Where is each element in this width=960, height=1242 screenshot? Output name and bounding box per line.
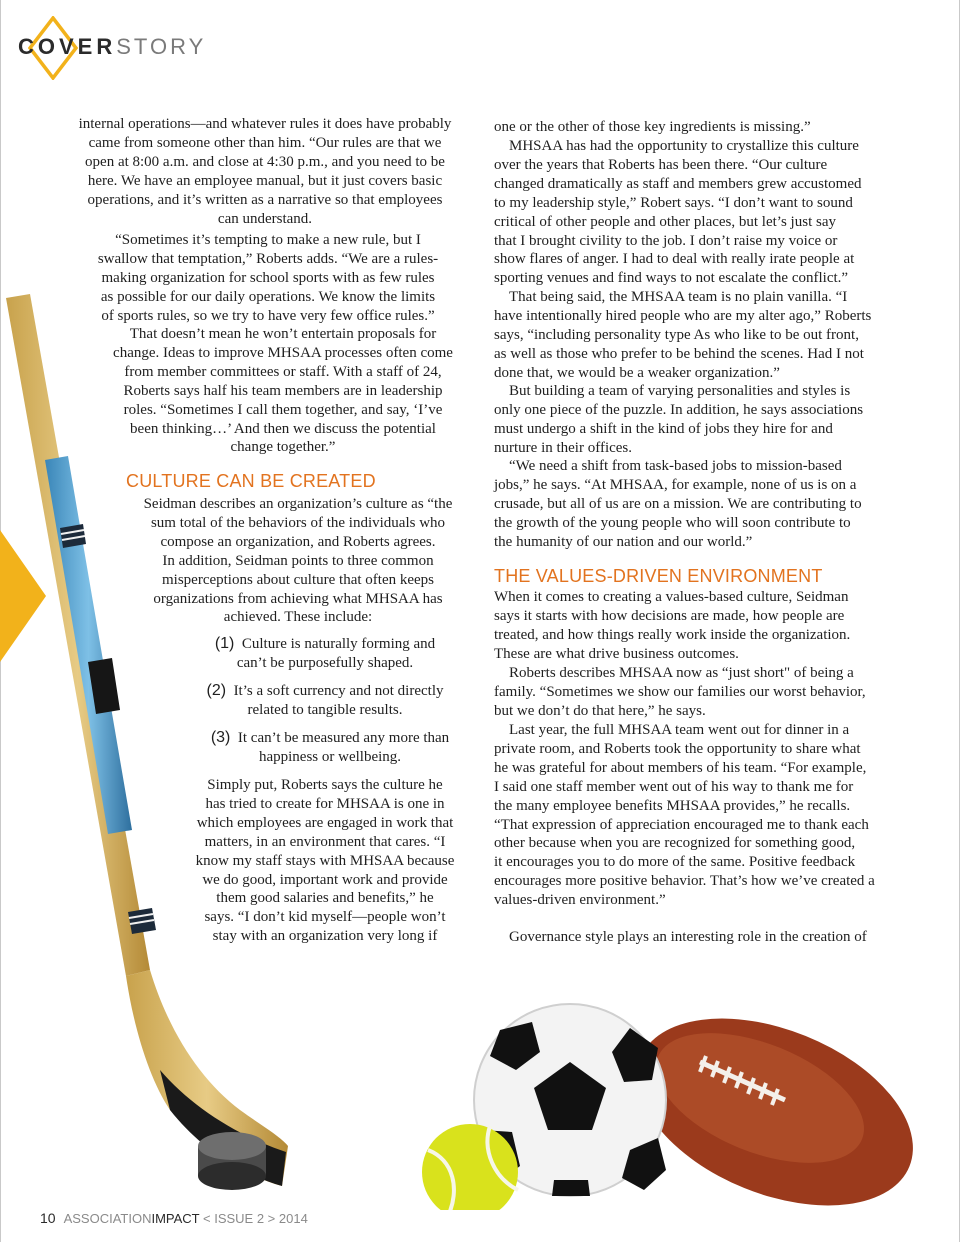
right-governance-paragraph [494, 928, 914, 947]
publication-name-bold: IMPACT [151, 1211, 200, 1226]
right-family-paragraph [494, 664, 914, 721]
list-text-2: related to tangible results. [247, 701, 403, 718]
right-building-team-paragraph [494, 382, 914, 458]
right-plain-vanilla-paragraph [494, 288, 914, 383]
right-building-team-text: But building a team of varying personalities and styles is only one piece of the puzzle. In addition, he says associations must undergo a shift in the kind of jobs they hire for and nurture in their offices. [494, 383, 864, 456]
list-item-2 [190, 682, 460, 720]
right-shift-text: “We need a shift from task-based jobs to mission-based jobs,” he says. “At MHSAA, for example, none of us is on a crusade, but all of us are on a mission. We are contributing to the growth of the young people who will soon contribute to the humanity of our nation and our world.” [494, 458, 862, 550]
list-text: It can’t be measured any more than [237, 730, 450, 746]
left-proposals-paragraph: That doesn’t mean he won’t entertain proposals for change. Ideas to improve MHSAA processes often come from member committees or staff. With a staff of 24, Roberts says half his team members are in leadership roles. “Sometimes I call them together, and say, ‘I’ve been thinking…’ And then we discuss the potential change together.” [113, 326, 453, 456]
sports-balls-illustration [420, 1000, 920, 1210]
list-text: It’s a soft currency and not directly [233, 683, 444, 699]
section-title [18, 34, 206, 60]
list-text: Culture is naturally forming and [241, 636, 436, 652]
issue-label: < ISSUE 2 > 2014 [203, 1211, 308, 1226]
list-item-1 [190, 635, 460, 673]
right-crystallize-paragraph [494, 137, 914, 288]
subhead-values-driven-environment: THE VALUES-DRIVEN ENVIRONMENT [494, 566, 823, 586]
right-plain-vanilla-text: That being said, the MHSAA team is no plain vanilla. “I have intentionally hired people who are my alter ago,” Roberts says, “including personality type As who like to be out front, as well as those who prefer to be behind the scenes. Had I not done that, we would be a weaker organization.” [494, 289, 872, 381]
right-crystallize-text: MHSAA has had the opportunity to crystallize this culture over the years that Roberts has been there. “Our culture changed dramatically as staff and members grew accustomed to my leadership style,” Robert says. “I don’t want to sound critical of other people and other places, but let’s just say that I brought civility to the job. I don’t raise my voice or show flares of anger. I had to deal with really irate people at sporting venues and find ways to not escalate the conflict.” [494, 138, 862, 287]
list-text-2: can’t be purposefully shaped. [236, 654, 414, 671]
list-number: (2) [206, 682, 227, 699]
right-governance-text: Governance style plays an interesting role in the creation of [509, 929, 867, 945]
right-shift-paragraph [494, 457, 914, 552]
list-number: (3) [210, 729, 231, 746]
left-quote-paragraph: “Sometimes it’s tempting to make a new rule, but I swallow that temptation,” Roberts adds. “We are a rules- making organization for school sports with as few rules as possible for our daily operations. We know the limits of sports rules, so we try to have very few office rules.” [97, 232, 439, 324]
left-simply-put-paragraph: Simply put, Roberts says the culture he has tried to create for MHSAA is one in which employees are engaged in work that matters, in an environment that cares. “I know my staff stays with MHSAA because we do good, important work and provide them good salaries and benefits,” he says. “I don’t kid myself—people won’t stay with an organization very long if [195, 777, 455, 945]
page-footer [40, 1210, 308, 1226]
page-number: 10 [40, 1210, 56, 1226]
list-item-3 [195, 729, 465, 767]
subhead-culture-can-be-created: CULTURE CAN BE CREATED [126, 471, 376, 491]
section-title-bold: COVER [18, 34, 117, 59]
publication-name-light: ASSOCIATION [63, 1211, 152, 1226]
list-number: (1) [214, 635, 235, 652]
right-opening-line: one or the other of those key ingredients is missing.” [494, 119, 811, 135]
right-dinner-text: Last year, the full MHSAA team went out for dinner in a private room, and Roberts took the opportunity to share what he was grateful for about members of his team. “For example, I said one staff member went out of his way to thank me for the many employee benefits MHSAA provides,” he recalls. “That expression of appreciation encouraged me to thank each other because when you are recognized for something good, it encourages you to do more of the same. Positive feedback encourages more positive behavior. That’s how we’ve created a values-driven environment.” [494, 722, 875, 909]
right-values-paragraph: When it comes to creating a values-based culture, Seidman says it starts with how decisions are made, how people are treated, and how things really work inside the organization. These are what drive business outcomes. [494, 589, 851, 662]
section-title-light: STORY [116, 34, 207, 59]
right-family-text: Roberts describes MHSAA now as “just short" of being a family. “Sometimes we show our families our worst behavior, but we don’t do that here,” he says. [494, 665, 866, 719]
right-dinner-paragraph [494, 721, 914, 910]
section-header [18, 16, 238, 80]
left-intro-paragraph: internal operations—and whatever rules it does have probably came from someone other than him. “Our rules are that we open at 8:00 a.m. and close at 4:30 p.m., and you need to be here. We have an employee manual, but it just covers basic operations, and it’s written as a narrative so that employees can understand. [78, 116, 452, 227]
left-seidman-paragraph: Seidman describes an organization’s culture as “the sum total of the behaviors of the individuals who compose an organization, and Roberts agrees. In addition, Seidman points to three common misperceptions about culture that often keeps organizations from achieving what MHSAA has achieved. These include: [143, 496, 453, 626]
list-text-2: happiness or wellbeing. [258, 748, 402, 765]
